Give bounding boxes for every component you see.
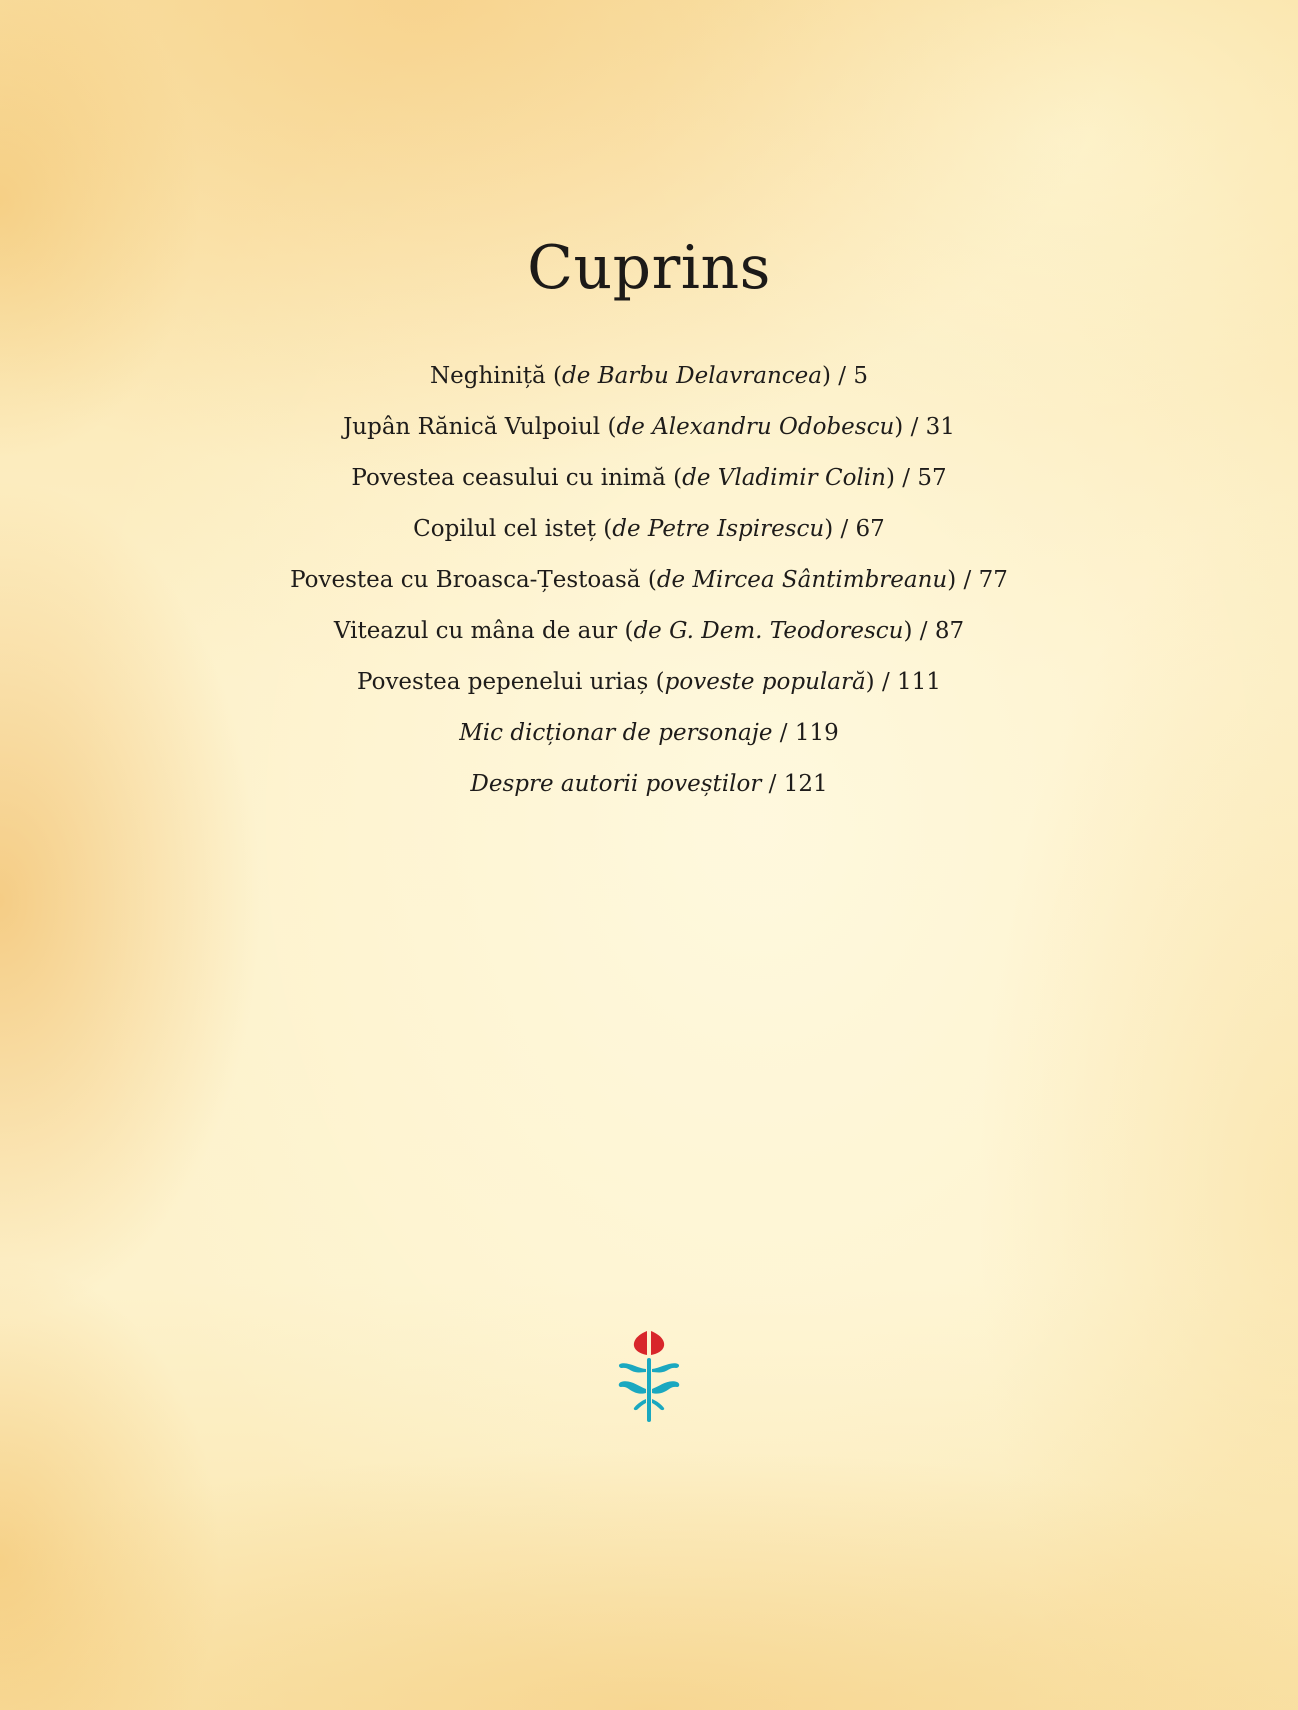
toc-entry-title: Viteazul cu mâna de aur [333,618,618,644]
toc-entry-broasca-testoasa[interactable]: Povestea cu Broasca-Țestoasă (de Mircea Sântimbreanu) / 77 [290,567,1008,593]
toc-entry-page: 31 [925,414,955,440]
toc-entry-author: de Alexandru Odobescu [616,414,895,440]
leaf-upper-left [619,1363,646,1372]
flower-petal-left [634,1331,647,1355]
toc-entry-author: de Vladimir Colin [682,465,886,491]
toc-entry-page: 77 [978,567,1008,593]
toc-entry-author: de Mircea Sântimbreanu [656,567,948,593]
toc-entry-jupan-ranica-vulpoiul[interactable]: Jupân Rănică Vulpoiul (de Alexandru Odobescu) / 31 [343,414,955,440]
toc-entry-author: de Barbu Delavrancea [562,363,822,389]
toc-entry-copilul-cel-istet[interactable]: Copilul cel isteț (de Petre Ispirescu) / 67 [413,516,885,542]
toc-entry-author: de G. Dem. Teodorescu [633,618,904,644]
leaf-lower-left [619,1381,646,1393]
toc-entry-pepenele-urias[interactable]: Povestea pepenelui uriaș (poveste populară) / 111 [357,669,941,695]
toc-entry-page: 67 [855,516,885,542]
toc-entry-title: Povestea cu Broasca-Țestoasă [290,567,641,593]
toc-entry-title: Povestea ceasului cu inimă [351,465,666,491]
table-of-contents [0,356,1298,815]
toc-entry-despre-autori[interactable]: Despre autorii poveștilor / 121 [470,771,828,797]
toc-entry-title: Povestea pepenelui uriaș [357,669,649,695]
toc-entry-page: 119 [794,720,839,746]
toc-entry-page: 121 [783,771,828,797]
toc-entry-title: Despre autorii poveștilor [470,771,762,797]
flower-petal-right [651,1331,664,1355]
floral-motif-icon [617,1328,681,1424]
toc-entry-title: Mic dicționar de personaje [459,720,773,746]
leaf-upper-right [652,1363,679,1372]
toc-entry-page: 111 [897,669,941,695]
toc-entry-page: 87 [934,618,965,644]
toc-entry-author: de Petre Ispirescu [612,516,825,542]
stem [647,1358,651,1422]
toc-entry-page: 5 [853,363,868,389]
leaf-lower-right [652,1381,679,1393]
page-title: Cuprins [527,233,771,303]
toc-entry-page: 57 [917,465,947,491]
sprout-right [652,1399,664,1410]
toc-entry-viteazul-cu-mana-de-aur[interactable]: Viteazul cu mâna de aur (de G. Dem. Teodorescu) / 87 [333,618,965,644]
toc-entry-neghinita[interactable]: Neghiniță (de Barbu Delavrancea) / 5 [429,363,868,389]
toc-entry-title: Jupân Rănică Vulpoiul [343,414,601,440]
toc-entry-povestea-ceasului[interactable]: Povestea ceasului cu inimă (de Vladimir Colin) / 57 [351,465,947,491]
sprout-left [634,1399,646,1410]
toc-entry-title: Copilul cel isteț [413,516,596,542]
toc-entry-title: Neghiniță [429,363,546,389]
toc-entry-author: poveste populară [664,669,866,695]
toc-entry-mic-dictionar[interactable]: Mic dicționar de personaje / 119 [459,720,839,746]
